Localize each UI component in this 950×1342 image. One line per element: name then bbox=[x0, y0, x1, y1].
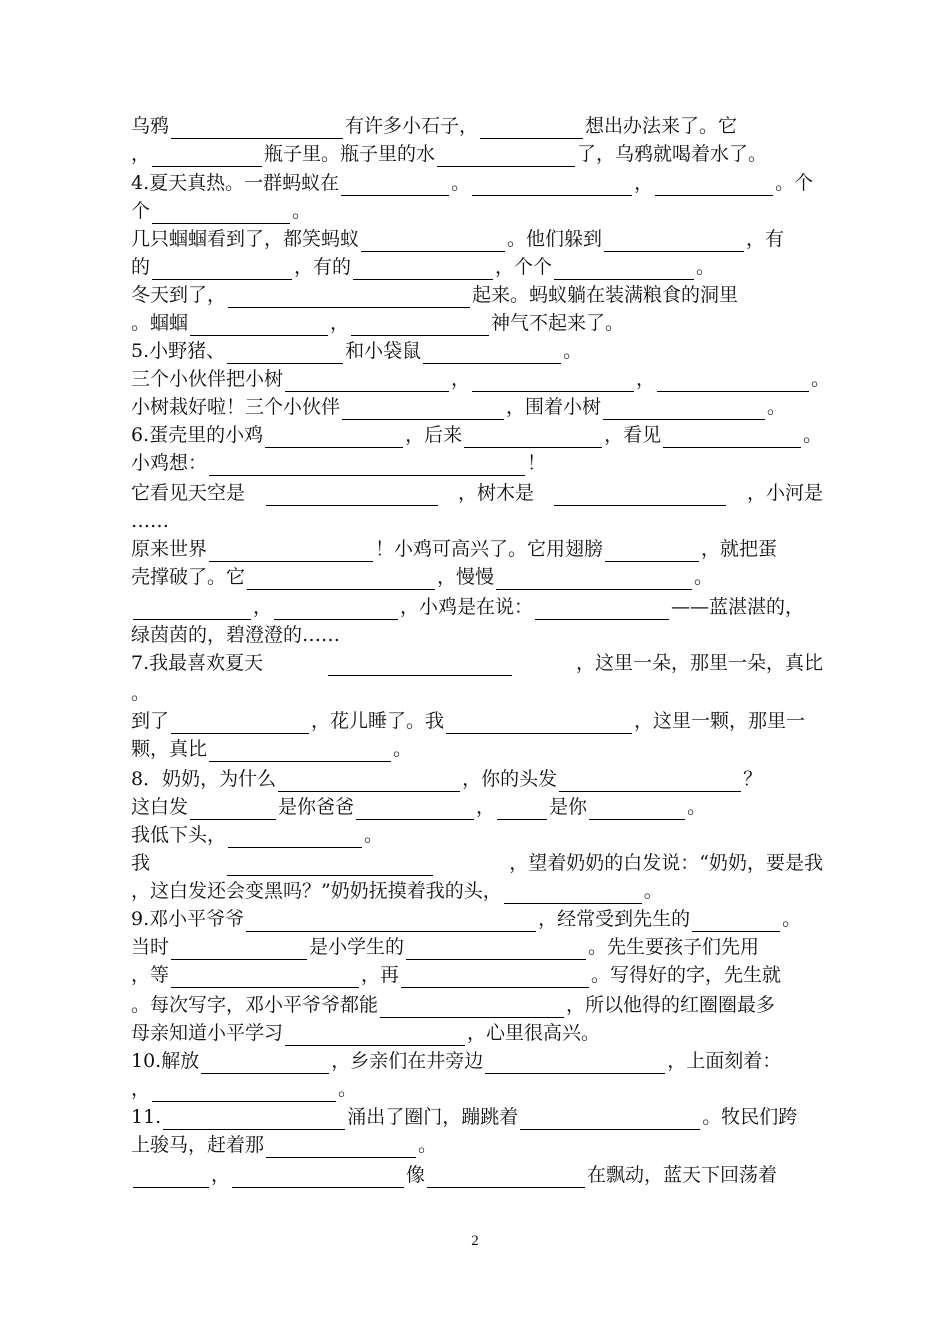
line-text: 乌鸦 bbox=[131, 115, 170, 137]
text-line bbox=[131, 139, 823, 167]
answer-blank[interactable] bbox=[163, 1109, 345, 1130]
line-text: 到了 bbox=[131, 710, 170, 732]
text-line bbox=[131, 734, 823, 762]
line-text: ，这里一朵，那里一朵，真比 bbox=[575, 652, 823, 674]
text-line bbox=[131, 392, 823, 420]
line-text: ，小鸡是在说： bbox=[400, 596, 534, 618]
answer-blank[interactable] bbox=[655, 175, 773, 196]
line-text: ？ bbox=[743, 768, 763, 790]
text-line bbox=[131, 1074, 823, 1102]
line-text: 小鸡想： bbox=[131, 452, 208, 474]
text-line bbox=[131, 224, 823, 252]
text-line bbox=[131, 364, 831, 392]
line-text: 绿茵茵的，碧澄澄的…… bbox=[131, 624, 341, 646]
answer-blank[interactable] bbox=[274, 599, 398, 620]
line-text: 壳撑破了。它 bbox=[131, 566, 246, 588]
answer-blank[interactable] bbox=[604, 231, 744, 252]
answer-blank[interactable] bbox=[209, 741, 391, 762]
line-text: 三个小伙伴把小树 bbox=[131, 368, 284, 390]
text-line bbox=[131, 196, 823, 224]
answer-blank[interactable] bbox=[285, 371, 449, 392]
answer-blank[interactable] bbox=[133, 599, 251, 620]
answer-blank[interactable] bbox=[152, 259, 292, 280]
line-text: 在飘动，蓝天下回荡着 bbox=[587, 1164, 778, 1186]
answer-blank[interactable] bbox=[201, 1053, 329, 1074]
line-text: 小树栽好啦！三个小伙伴 bbox=[131, 396, 341, 418]
line-text: 像 bbox=[406, 1164, 426, 1186]
text-line bbox=[131, 280, 823, 308]
answer-blank[interactable] bbox=[353, 259, 493, 280]
answer-blank[interactable] bbox=[554, 259, 694, 280]
line-text: 。个 bbox=[775, 172, 814, 194]
line-text: 。写得好的字，先生就 bbox=[591, 964, 782, 986]
answer-blank[interactable] bbox=[472, 175, 632, 196]
text-line bbox=[131, 876, 823, 904]
answer-blank[interactable] bbox=[152, 203, 290, 224]
line-text: 。 bbox=[451, 172, 471, 194]
text-line bbox=[131, 792, 823, 820]
line-text: 。 bbox=[767, 396, 787, 418]
line-text: ，这白发还会变黑吗？”奶奶抚摸着我的头， bbox=[131, 880, 502, 902]
line-text: 我低下头， bbox=[131, 824, 227, 846]
answer-blank[interactable] bbox=[692, 911, 780, 932]
line-text: 。 bbox=[803, 424, 823, 446]
line-text: 。 bbox=[131, 682, 151, 704]
line-text: ——蓝湛湛的， bbox=[671, 596, 805, 618]
answer-blank[interactable] bbox=[171, 967, 359, 988]
text-line bbox=[131, 620, 823, 648]
line-text: 9.邓小平爷爷 bbox=[131, 908, 245, 930]
answer-blank[interactable] bbox=[351, 315, 489, 336]
line-text: 涌出了圈门，蹦跳着 bbox=[347, 1106, 519, 1128]
line-text: 。蝈蝈 bbox=[131, 312, 189, 334]
line-text: ， bbox=[634, 172, 654, 194]
text-line bbox=[131, 1102, 823, 1130]
line-text: 。 bbox=[418, 1134, 438, 1156]
text-line bbox=[131, 308, 823, 336]
answer-blank[interactable] bbox=[266, 1137, 416, 1158]
answer-blank[interactable] bbox=[603, 399, 765, 420]
answer-blank[interactable] bbox=[265, 427, 403, 448]
line-text: 几只蝈蝈看到了，都笑蚂蚁 bbox=[131, 228, 360, 250]
line-text: ， bbox=[451, 368, 471, 390]
line-text: 。 bbox=[364, 824, 384, 846]
answer-blank[interactable] bbox=[228, 827, 362, 848]
text-line bbox=[131, 960, 823, 988]
text-line bbox=[131, 252, 823, 280]
text-line bbox=[131, 648, 823, 676]
line-text: 原来世界 bbox=[131, 538, 208, 560]
line-text: 。 bbox=[643, 880, 663, 902]
line-text: 5.小野猪、 bbox=[131, 340, 226, 362]
answer-blank[interactable] bbox=[171, 118, 343, 139]
text-line bbox=[131, 1018, 823, 1046]
line-text: 我 bbox=[131, 852, 151, 874]
line-text: ！小鸡可高兴了。它用翅膀 bbox=[375, 538, 604, 560]
answer-blank[interactable] bbox=[559, 771, 741, 792]
answer-blank[interactable] bbox=[472, 371, 634, 392]
line-text: 冬天到了， bbox=[131, 284, 227, 306]
line-text: 神气不起来了。 bbox=[491, 312, 625, 334]
text-line bbox=[131, 1130, 823, 1158]
line-text: 。每次写字，邓小平爷爷都能 bbox=[131, 994, 379, 1016]
line-text: ，有的 bbox=[294, 256, 352, 278]
answer-blank[interactable] bbox=[663, 427, 801, 448]
answer-blank[interactable] bbox=[190, 315, 328, 336]
text-line bbox=[131, 478, 823, 506]
line-text: ，等 bbox=[131, 964, 170, 986]
line-text: 有许多小石子， bbox=[345, 115, 479, 137]
answer-blank[interactable] bbox=[171, 713, 309, 734]
line-text: 的 bbox=[131, 256, 151, 278]
line-text: ， bbox=[330, 312, 350, 334]
text-line bbox=[131, 336, 823, 364]
answer-blank[interactable] bbox=[228, 287, 470, 308]
line-text: ，慢慢 bbox=[437, 566, 495, 588]
line-text: 。 bbox=[782, 908, 802, 930]
text-line bbox=[131, 1160, 823, 1188]
line-text: ， bbox=[131, 143, 151, 165]
line-text: 起来。蚂蚁躺在装满粮食的洞里 bbox=[472, 284, 739, 306]
line-text: 。 bbox=[338, 1078, 358, 1100]
answer-blank[interactable] bbox=[496, 569, 692, 590]
line-text: 了，乌鸦就喝着水了。 bbox=[577, 143, 768, 165]
answer-blank[interactable] bbox=[246, 911, 536, 932]
line-text: 。牧民们跨 bbox=[702, 1106, 798, 1128]
answer-blank[interactable] bbox=[133, 1167, 209, 1188]
text-line bbox=[131, 932, 823, 960]
answer-blank[interactable] bbox=[152, 146, 262, 167]
text-line bbox=[131, 820, 823, 848]
line-text: ，这里一颗，那里一 bbox=[634, 710, 806, 732]
line-text: ，小河是 bbox=[746, 482, 823, 504]
answer-blank[interactable] bbox=[328, 655, 512, 676]
answer-blank[interactable] bbox=[464, 427, 602, 448]
line-text: ， bbox=[636, 368, 656, 390]
text-line bbox=[131, 1046, 823, 1074]
text-line bbox=[131, 706, 823, 734]
line-text: ，有 bbox=[746, 228, 785, 250]
line-text: 7.我最喜欢夏天 bbox=[131, 652, 264, 674]
line-text: 。 bbox=[694, 566, 714, 588]
line-text: 它看见天空是 bbox=[131, 482, 246, 504]
text-line bbox=[131, 592, 823, 620]
line-text: 8．奶奶，为什么 bbox=[131, 768, 277, 790]
line-text: ，花儿睡了。我 bbox=[311, 710, 445, 732]
text-line bbox=[131, 990, 823, 1018]
answer-blank[interactable] bbox=[342, 399, 504, 420]
answer-blank[interactable] bbox=[605, 541, 699, 562]
line-text: 是小学生的 bbox=[309, 936, 405, 958]
line-text: 个 bbox=[131, 200, 151, 222]
answer-blank[interactable] bbox=[423, 343, 561, 364]
answer-blank[interactable] bbox=[406, 939, 586, 960]
line-text: ，后来 bbox=[405, 424, 463, 446]
text-line bbox=[131, 848, 823, 876]
answer-blank[interactable] bbox=[446, 713, 632, 734]
line-text: 。 bbox=[687, 796, 707, 818]
line-text: ，心里很高兴。 bbox=[467, 1022, 601, 1044]
text-line bbox=[131, 448, 823, 476]
text-line bbox=[131, 562, 823, 590]
line-text: 是你 bbox=[549, 796, 588, 818]
line-text: 。 bbox=[393, 738, 413, 760]
answer-blank[interactable] bbox=[232, 1167, 404, 1188]
answer-blank[interactable] bbox=[427, 1167, 585, 1188]
line-text: 瓶子里。瓶子里的水 bbox=[264, 143, 436, 165]
text-line bbox=[131, 534, 823, 562]
answer-blank[interactable] bbox=[341, 175, 449, 196]
line-text: 。他们躲到 bbox=[507, 228, 603, 250]
line-text: 上骏马，赶着那 bbox=[131, 1134, 265, 1156]
line-text: 。 bbox=[563, 340, 583, 362]
answer-blank[interactable] bbox=[227, 343, 343, 364]
line-text: ， bbox=[476, 796, 496, 818]
line-text: 这白发 bbox=[131, 796, 189, 818]
answer-blank[interactable] bbox=[209, 455, 525, 476]
line-text: ，上面刻着： bbox=[667, 1050, 782, 1072]
answer-blank[interactable] bbox=[520, 1109, 700, 1130]
line-text: ，经常受到先生的 bbox=[538, 908, 691, 930]
line-text: 和小袋鼠 bbox=[345, 340, 422, 362]
answer-blank[interactable] bbox=[480, 118, 583, 139]
answer-blank[interactable] bbox=[361, 231, 505, 252]
line-text: ，个个 bbox=[495, 256, 553, 278]
line-text: ，望着奶奶的白发说：“奶奶，要是我 bbox=[509, 852, 823, 874]
text-line bbox=[131, 506, 823, 534]
answer-blank[interactable] bbox=[171, 939, 307, 960]
line-text: 母亲知道小平学习 bbox=[131, 1022, 284, 1044]
answer-blank[interactable] bbox=[190, 799, 276, 820]
line-text: ，再 bbox=[361, 964, 400, 986]
answer-blank[interactable] bbox=[401, 967, 589, 988]
answer-blank[interactable] bbox=[657, 371, 809, 392]
line-text: ，所以他得的红圈圈最多 bbox=[566, 994, 776, 1016]
line-text: 想出办法来了。它 bbox=[585, 115, 738, 137]
line-text: ，看见 bbox=[604, 424, 662, 446]
answer-blank[interactable] bbox=[247, 569, 435, 590]
answer-blank[interactable] bbox=[285, 1025, 465, 1046]
line-text: ，就把蛋 bbox=[701, 538, 778, 560]
line-text: 。 bbox=[292, 200, 312, 222]
answer-blank[interactable] bbox=[589, 799, 685, 820]
line-text: ， bbox=[131, 1078, 151, 1100]
text-line bbox=[131, 678, 823, 706]
line-text: 颗，真比 bbox=[131, 738, 208, 760]
answer-blank[interactable] bbox=[485, 1053, 665, 1074]
answer-blank[interactable] bbox=[227, 855, 433, 876]
line-text: ， bbox=[211, 1164, 231, 1186]
line-text: 。 bbox=[811, 368, 831, 390]
line-text: 。先生要孩子们先用 bbox=[588, 936, 760, 958]
text-line bbox=[131, 111, 823, 139]
answer-blank[interactable] bbox=[380, 997, 564, 1018]
text-line bbox=[131, 904, 823, 932]
line-text: …… bbox=[131, 510, 169, 532]
answer-blank[interactable] bbox=[497, 799, 547, 820]
line-text: 。 bbox=[696, 256, 716, 278]
answer-blank[interactable] bbox=[535, 599, 669, 620]
line-text: 是你爸爸 bbox=[278, 796, 355, 818]
page-number: 2 bbox=[471, 1233, 479, 1249]
answer-blank[interactable] bbox=[437, 146, 575, 167]
line-text: ，乡亲们在井旁边 bbox=[331, 1050, 484, 1072]
line-text: ！ bbox=[527, 452, 547, 474]
line-text: ，围着小树 bbox=[506, 396, 602, 418]
line-text: ，你的头发 bbox=[462, 768, 558, 790]
answer-blank[interactable] bbox=[504, 883, 642, 904]
answer-blank[interactable] bbox=[356, 799, 474, 820]
line-text: 10.解放 bbox=[131, 1050, 200, 1072]
text-line bbox=[131, 764, 823, 792]
text-line bbox=[131, 420, 823, 448]
line-text: 当时 bbox=[131, 936, 170, 958]
answer-blank[interactable] bbox=[554, 485, 726, 506]
line-text: ， bbox=[253, 596, 273, 618]
line-text: ，树木是 bbox=[457, 482, 534, 504]
answer-blank[interactable] bbox=[266, 485, 438, 506]
line-text: 4.夏天真热。一群蚂蚁在 bbox=[131, 172, 340, 194]
text-line bbox=[131, 168, 823, 196]
answer-blank[interactable] bbox=[209, 541, 373, 562]
line-text: 6.蛋壳里的小鸡 bbox=[131, 424, 264, 446]
line-text: 11. bbox=[131, 1106, 162, 1128]
answer-blank[interactable] bbox=[152, 1081, 336, 1102]
answer-blank[interactable] bbox=[278, 771, 460, 792]
